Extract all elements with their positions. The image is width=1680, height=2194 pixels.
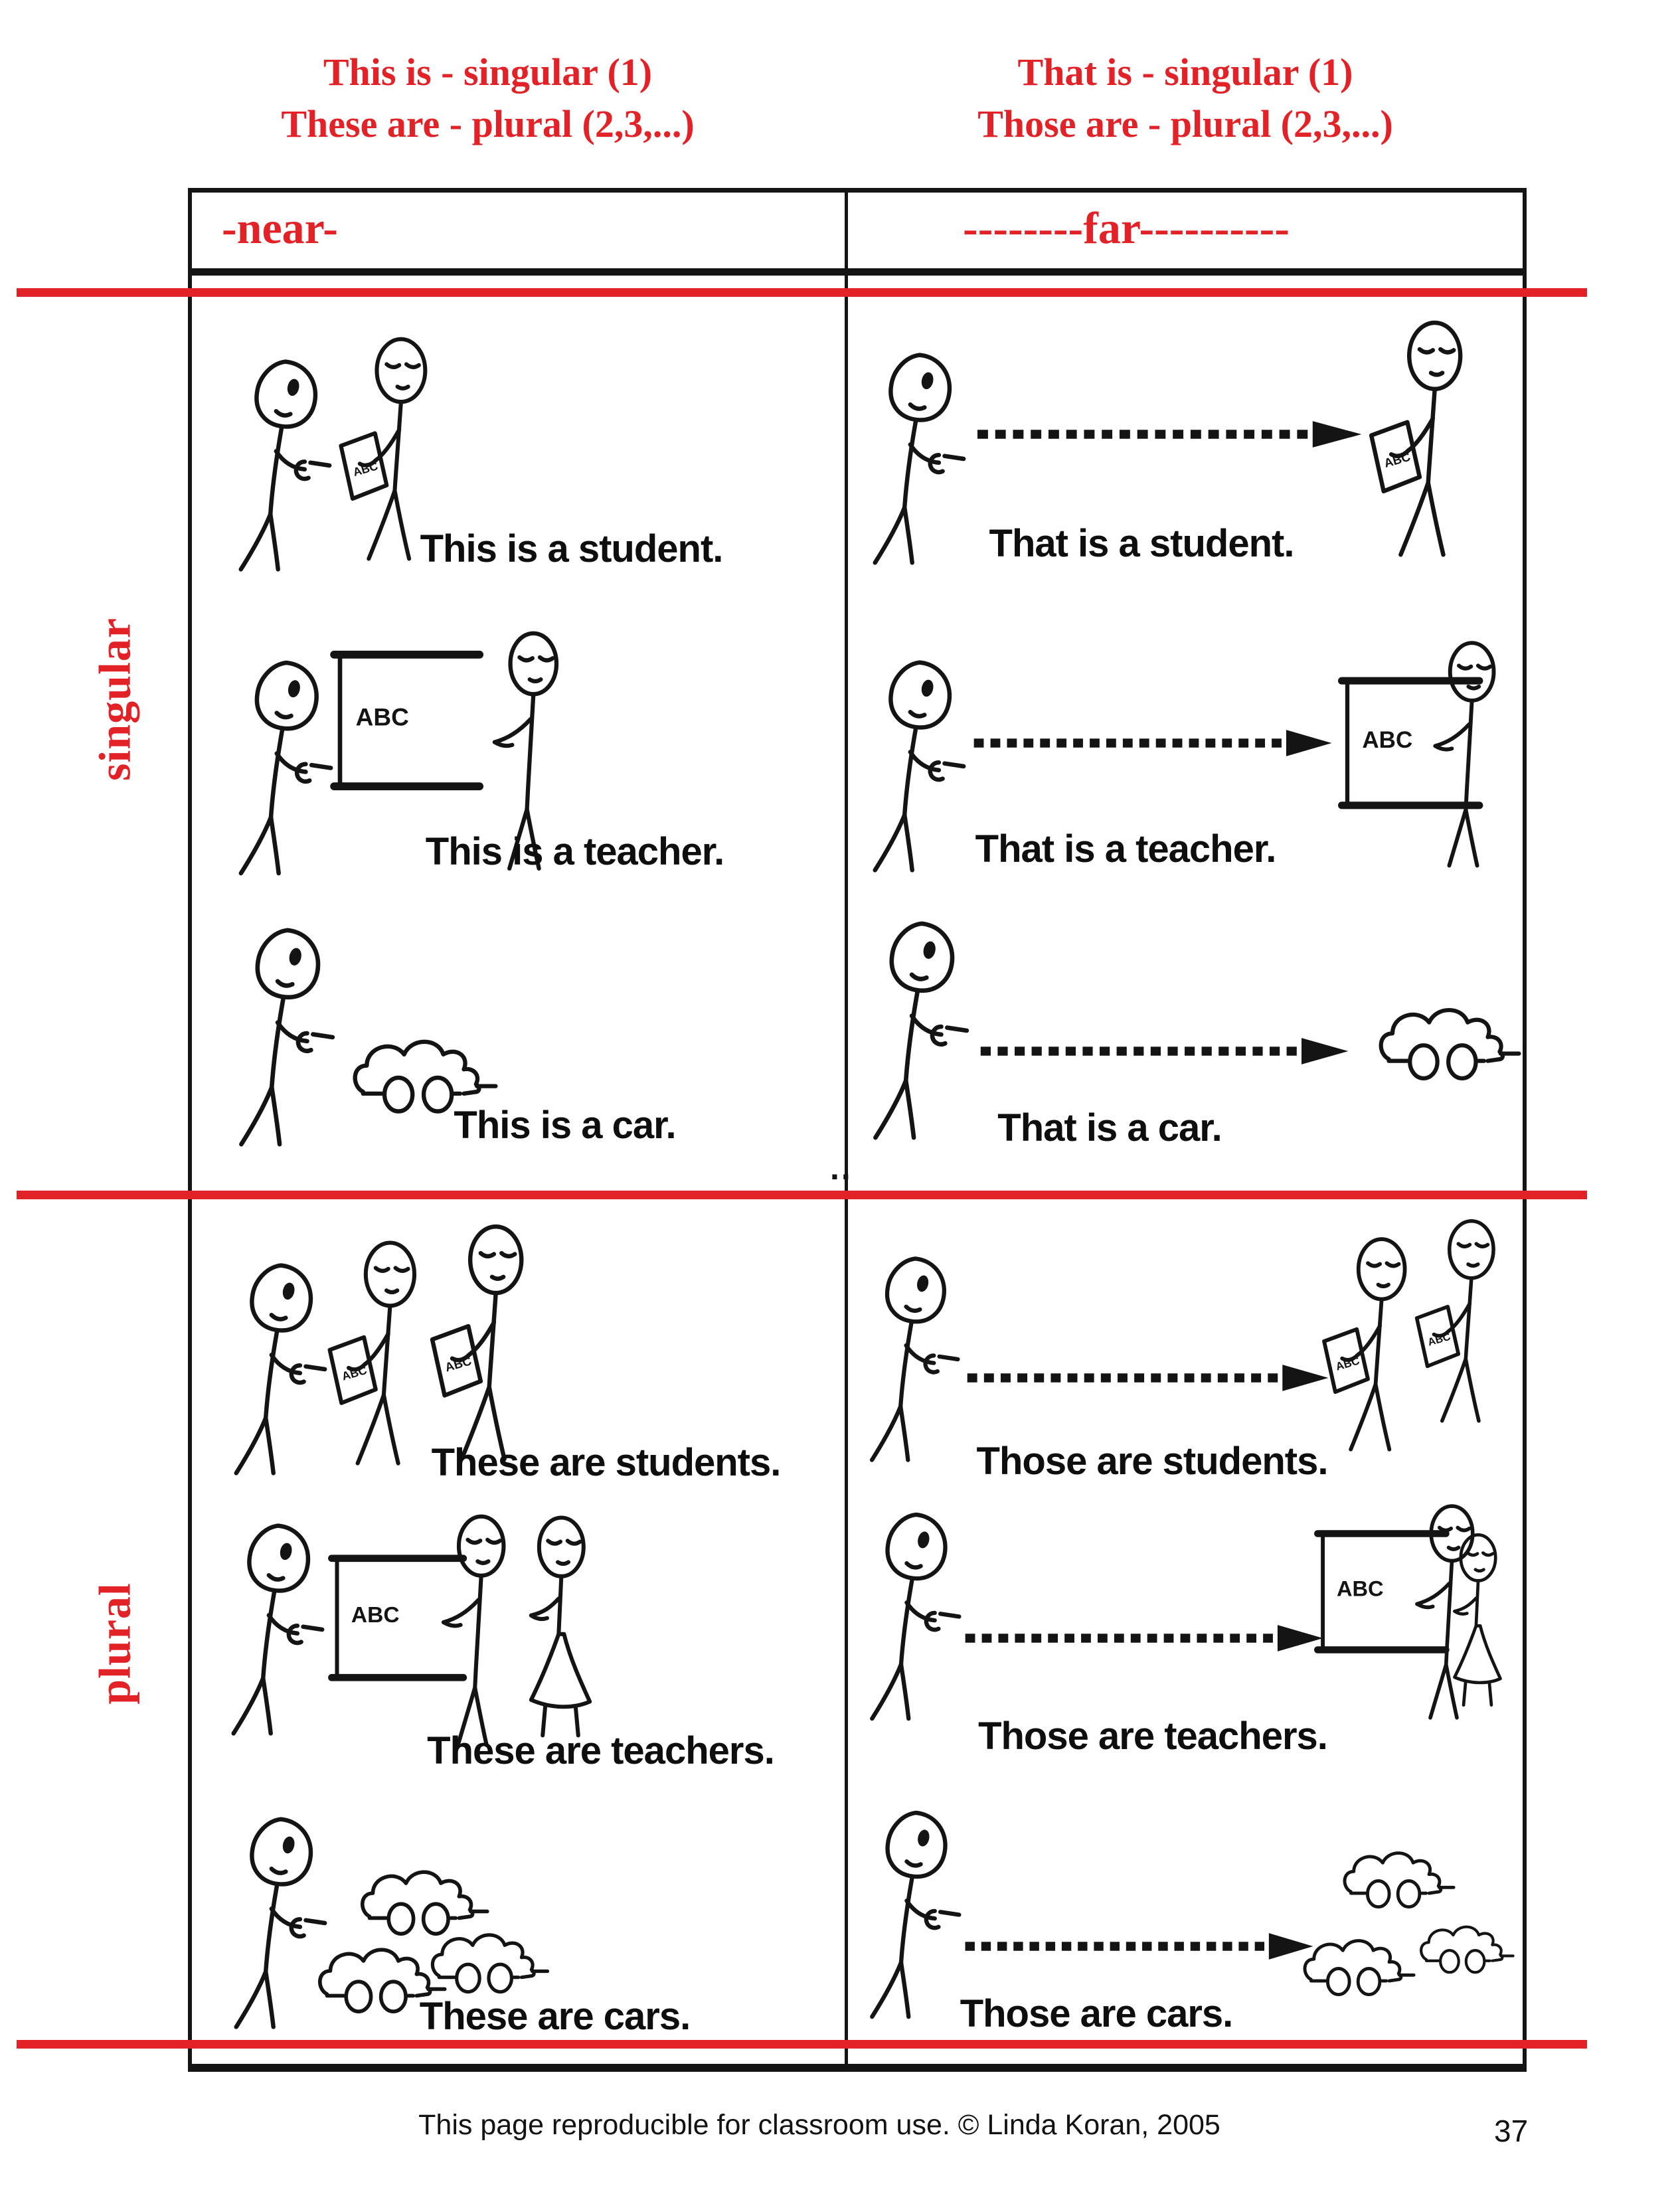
cell-caption: That is a car. <box>997 1106 1222 1149</box>
distance-arrow-icon <box>962 1931 1314 1962</box>
divider-dots-artifact: .. <box>830 1149 853 1187</box>
table-bottom-border <box>188 2064 1527 2072</box>
page-number: 37 <box>1494 2114 1529 2148</box>
cell-caption: Those are cars. <box>960 1992 1233 2035</box>
car-figure <box>1376 989 1527 1081</box>
intro-header-this-these <box>192 46 845 149</box>
column-header-near: -near- <box>222 203 338 253</box>
cell-far-plural-students <box>848 1203 1523 1490</box>
red-rule-middle <box>17 1191 1587 1199</box>
pointing-person-figure <box>860 1253 962 1466</box>
distance-arrow-icon <box>977 1036 1349 1066</box>
cell-caption: These are cars. <box>419 1995 691 2038</box>
intro-header-that-those <box>848 46 1523 149</box>
intro-this-singular: This is - singular (1) <box>323 50 653 94</box>
cell-far-singular-student <box>848 276 1523 580</box>
cell-near-singular-teacher <box>192 580 845 885</box>
pointing-person-figure <box>221 1520 326 1739</box>
cell-caption: These are students. <box>431 1441 781 1484</box>
skirted-teacher-figure <box>1432 1530 1523 1725</box>
student-figure <box>1411 1215 1525 1436</box>
car-figure <box>350 1021 504 1114</box>
chalkboard-figure <box>330 647 497 794</box>
footer-copyright: This page reproducible for classroom use. © Linda Koran, 2005 <box>418 2109 1220 2141</box>
car-figure <box>1301 1924 1420 1997</box>
cell-far-plural-teachers <box>848 1490 1523 1777</box>
cell-far-singular-car <box>848 885 1523 1189</box>
cell-caption: These are teachers. <box>427 1729 774 1772</box>
column-header-far: --------far---------- <box>963 203 1290 253</box>
row-label-plural: plural <box>89 1582 140 1705</box>
distance-arrow-icon <box>971 728 1333 758</box>
intro-that-singular: That is - singular (1) <box>1017 50 1353 94</box>
cell-near-singular-car <box>192 885 845 1189</box>
car-figure <box>428 1918 554 1994</box>
skirted-teacher-figure <box>503 1511 618 1760</box>
cell-far-plural-cars <box>848 1777 1523 2064</box>
intro-these-plural: These are - plural (2,3,...) <box>281 102 695 145</box>
distance-arrow-icon <box>974 419 1363 450</box>
cell-caption: Those are teachers. <box>978 1715 1327 1758</box>
cell-near-plural-teachers <box>192 1490 845 1777</box>
cell-caption: This is a car. <box>454 1104 676 1147</box>
car-figure <box>1341 1837 1460 1909</box>
car-figure <box>1418 1913 1519 1974</box>
pointing-person-figure <box>860 1807 963 2023</box>
cell-caption: That is a student. <box>989 522 1294 565</box>
distance-arrow-icon <box>962 1623 1324 1653</box>
cell-near-plural-cars <box>192 1777 845 2064</box>
cell-caption: This is a student. <box>420 527 723 570</box>
pointing-person-figure <box>860 1509 963 1725</box>
cell-caption: This is a teacher. <box>425 830 724 873</box>
intro-those-plural: Those are - plural (2,3,...) <box>977 102 1393 145</box>
cell-far-singular-teacher <box>848 580 1523 885</box>
cell-near-singular-student <box>192 276 845 580</box>
distance-arrow-icon <box>964 1363 1329 1393</box>
table-right-border <box>1523 188 1527 2072</box>
cell-caption: That is a teacher. <box>975 827 1276 871</box>
student-figure <box>426 1220 558 1476</box>
cell-caption: Those are students. <box>976 1440 1328 1483</box>
cell-near-plural-students <box>192 1203 845 1490</box>
table-header-bottom-border <box>188 268 1527 276</box>
row-label-singular: singular <box>89 617 140 782</box>
